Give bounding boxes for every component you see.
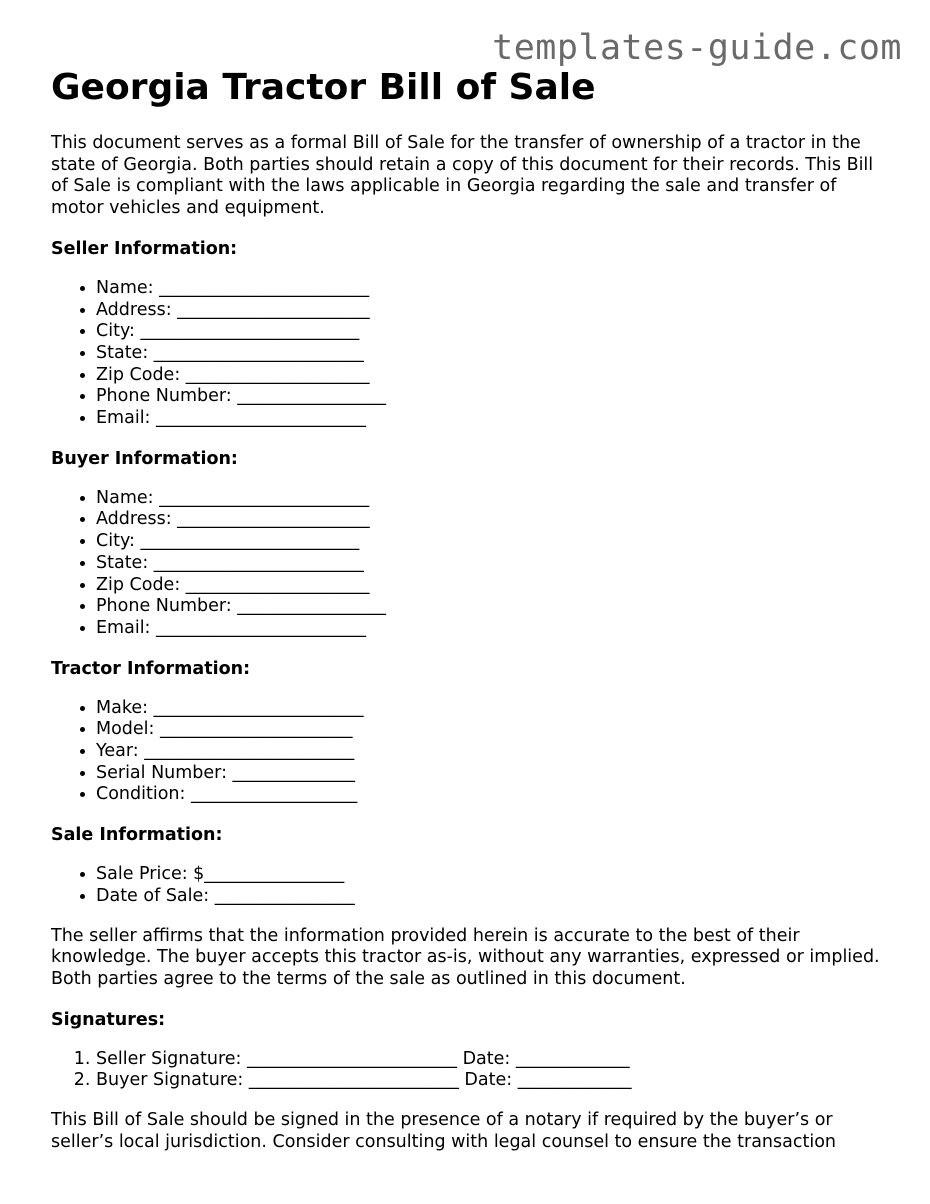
tractor-make-field: • Make: ________________________ xyxy=(96,698,891,720)
buyer-name-field: • Name: ________________________ xyxy=(96,488,891,510)
buyer-field-list xyxy=(51,488,891,640)
buyer-phone-field: • Phone Number: _________________ xyxy=(96,596,891,618)
sale-date-field: • Date of Sale: ________________ xyxy=(96,886,891,908)
seller-address-field: • Address: ______________________ xyxy=(96,300,891,322)
tractor-year-field: • Year: ________________________ xyxy=(96,741,891,763)
buyer-address-field: • Address: ______________________ xyxy=(96,509,891,531)
seller-city-field: • City: _________________________ xyxy=(96,321,891,343)
buyer-state-field: • State: ________________________ xyxy=(96,553,891,575)
closing-paragraph: This Bill of Sale should be signed in the presence of a notary if required by the buyer’s or seller’s local jurisdiction. Consider consulting with legal counsel to ensure the transaction xyxy=(51,1110,836,1152)
buyer-zip-field: • Zip Code: _____________________ xyxy=(96,575,891,597)
tractor-field-list xyxy=(51,698,891,807)
tractor-heading: Tractor Information: xyxy=(51,658,251,679)
sale-heading: Sale Information: xyxy=(51,825,223,846)
seller-heading: Seller Information: xyxy=(51,238,238,259)
seller-state-field: • State: ________________________ xyxy=(96,343,891,365)
signatures-heading: Signatures: xyxy=(51,1009,166,1030)
signature-list xyxy=(51,1049,891,1092)
seller-phone-field: • Phone Number: _________________ xyxy=(96,386,891,408)
tractor-model-field: • Model: ______________________ xyxy=(96,719,891,741)
buyer-heading: Buyer Information: xyxy=(51,448,238,469)
seller-email-field: • Email: ________________________ xyxy=(96,408,891,430)
seller-name-field: • Name: ________________________ xyxy=(96,278,891,300)
document-body xyxy=(51,64,891,1154)
seller-signature-line: 1. Seller Signature: ________________________ Date: _____________ xyxy=(96,1049,891,1071)
page-title: Georgia Tractor Bill of Sale xyxy=(51,67,596,108)
sale-field-list xyxy=(51,864,891,907)
intro-paragraph: This document serves as a formal Bill of Sale for the transfer of ownership of a tractor in the state of Georgia. Both parties should retain a copy of this document for their records. This Bill of Sale is compliant with the laws applicable in Georgia regarding the sale and transfer of motor vehicles and equipment. xyxy=(51,133,874,219)
tractor-serial-field: • Serial Number: ______________ xyxy=(96,763,891,785)
tractor-condition-field: • Condition: ___________________ xyxy=(96,784,891,806)
seller-zip-field: • Zip Code: _____________________ xyxy=(96,365,891,387)
sale-price-field: • Sale Price: $________________ xyxy=(96,864,891,886)
buyer-email-field: • Email: ________________________ xyxy=(96,618,891,640)
buyer-city-field: • City: _________________________ xyxy=(96,531,891,553)
seller-field-list xyxy=(51,278,891,430)
buyer-signature-line: 2. Buyer Signature: ________________________ Date: _____________ xyxy=(96,1070,891,1092)
affirmation-paragraph: The seller affirms that the information provided herein is accurate to the best of their knowledge. The buyer accepts this tractor as-is, without any warranties, expressed or implied. Both parties agree to the terms of the sale as outlined in this document. xyxy=(51,925,880,989)
site-watermark: templates-guide.com xyxy=(492,28,902,68)
